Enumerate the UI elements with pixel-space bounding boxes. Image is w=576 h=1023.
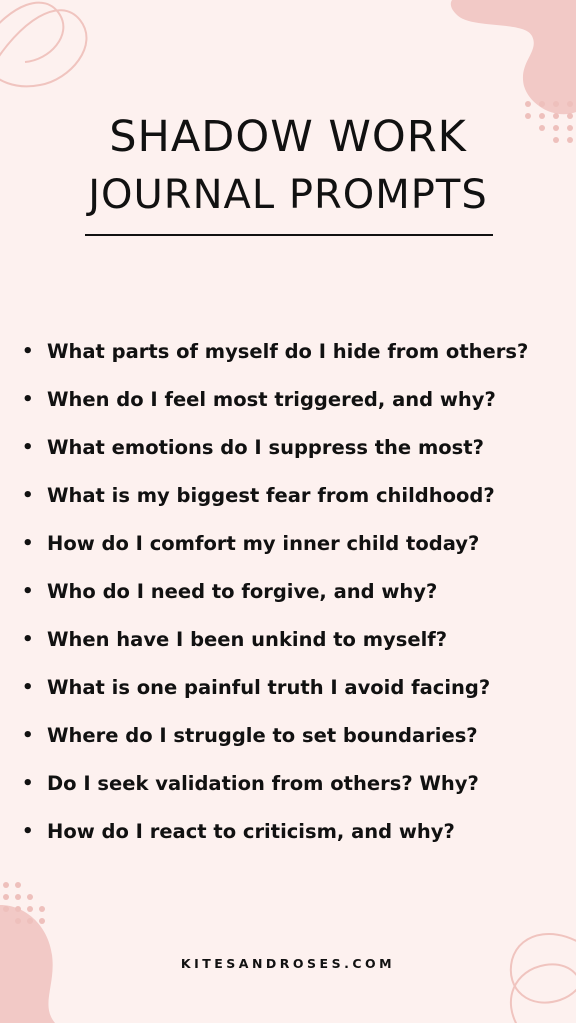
prompt-item — [22, 814, 528, 862]
prompt-item — [22, 622, 528, 670]
bullet-icon: • — [22, 533, 34, 554]
prompt-text: Who do I need to forgive, and why? — [47, 580, 438, 603]
bullet-icon: • — [22, 389, 34, 410]
prompt-item — [22, 334, 528, 382]
prompt-item — [22, 478, 528, 526]
prompt-text: What is my biggest fear from childhood? — [47, 484, 495, 507]
prompt-text: Do I seek validation from others? Why? — [47, 772, 479, 795]
prompt-text: When do I feel most triggered, and why? — [47, 388, 496, 411]
prompt-item — [22, 670, 528, 718]
bullet-icon: • — [22, 341, 34, 362]
bottom-right-line-art — [511, 934, 576, 1023]
bullet-icon: • — [22, 437, 34, 458]
bullet-icon: • — [22, 677, 34, 698]
bullet-icon: • — [22, 629, 34, 650]
bullet-icon: • — [22, 581, 34, 602]
prompt-text: How do I react to criticism, and why? — [47, 820, 455, 843]
prompt-item — [22, 718, 528, 766]
prompt-text: What is one painful truth I avoid facing? — [47, 676, 491, 699]
prompt-item — [22, 382, 528, 430]
bullet-icon: • — [22, 725, 34, 746]
prompt-text: What emotions do I suppress the most? — [47, 436, 484, 459]
prompt-item — [22, 574, 528, 622]
prompt-item — [22, 766, 528, 814]
bullet-icon: • — [22, 821, 34, 842]
title-line-2: JOURNAL PROMPTS — [88, 172, 488, 218]
prompt-text: What parts of myself do I hide from others? — [47, 340, 529, 363]
title-line-1: SHADOW WORK — [109, 112, 467, 162]
prompt-item — [22, 430, 528, 478]
prompt-text: How do I comfort my inner child today? — [47, 532, 480, 555]
top-left-line-art — [0, 3, 86, 87]
prompt-text: Where do I struggle to set boundaries? — [47, 724, 478, 747]
prompt-item — [22, 526, 528, 574]
footer-website: KITESANDROSES.COM — [180, 956, 396, 971]
top-right-blob — [451, 0, 576, 114]
prompt-text: When have I been unkind to myself? — [47, 628, 448, 651]
title-divider — [85, 234, 493, 236]
prompt-list — [22, 334, 528, 862]
bullet-icon: • — [22, 773, 34, 794]
bullet-icon: • — [22, 485, 34, 506]
